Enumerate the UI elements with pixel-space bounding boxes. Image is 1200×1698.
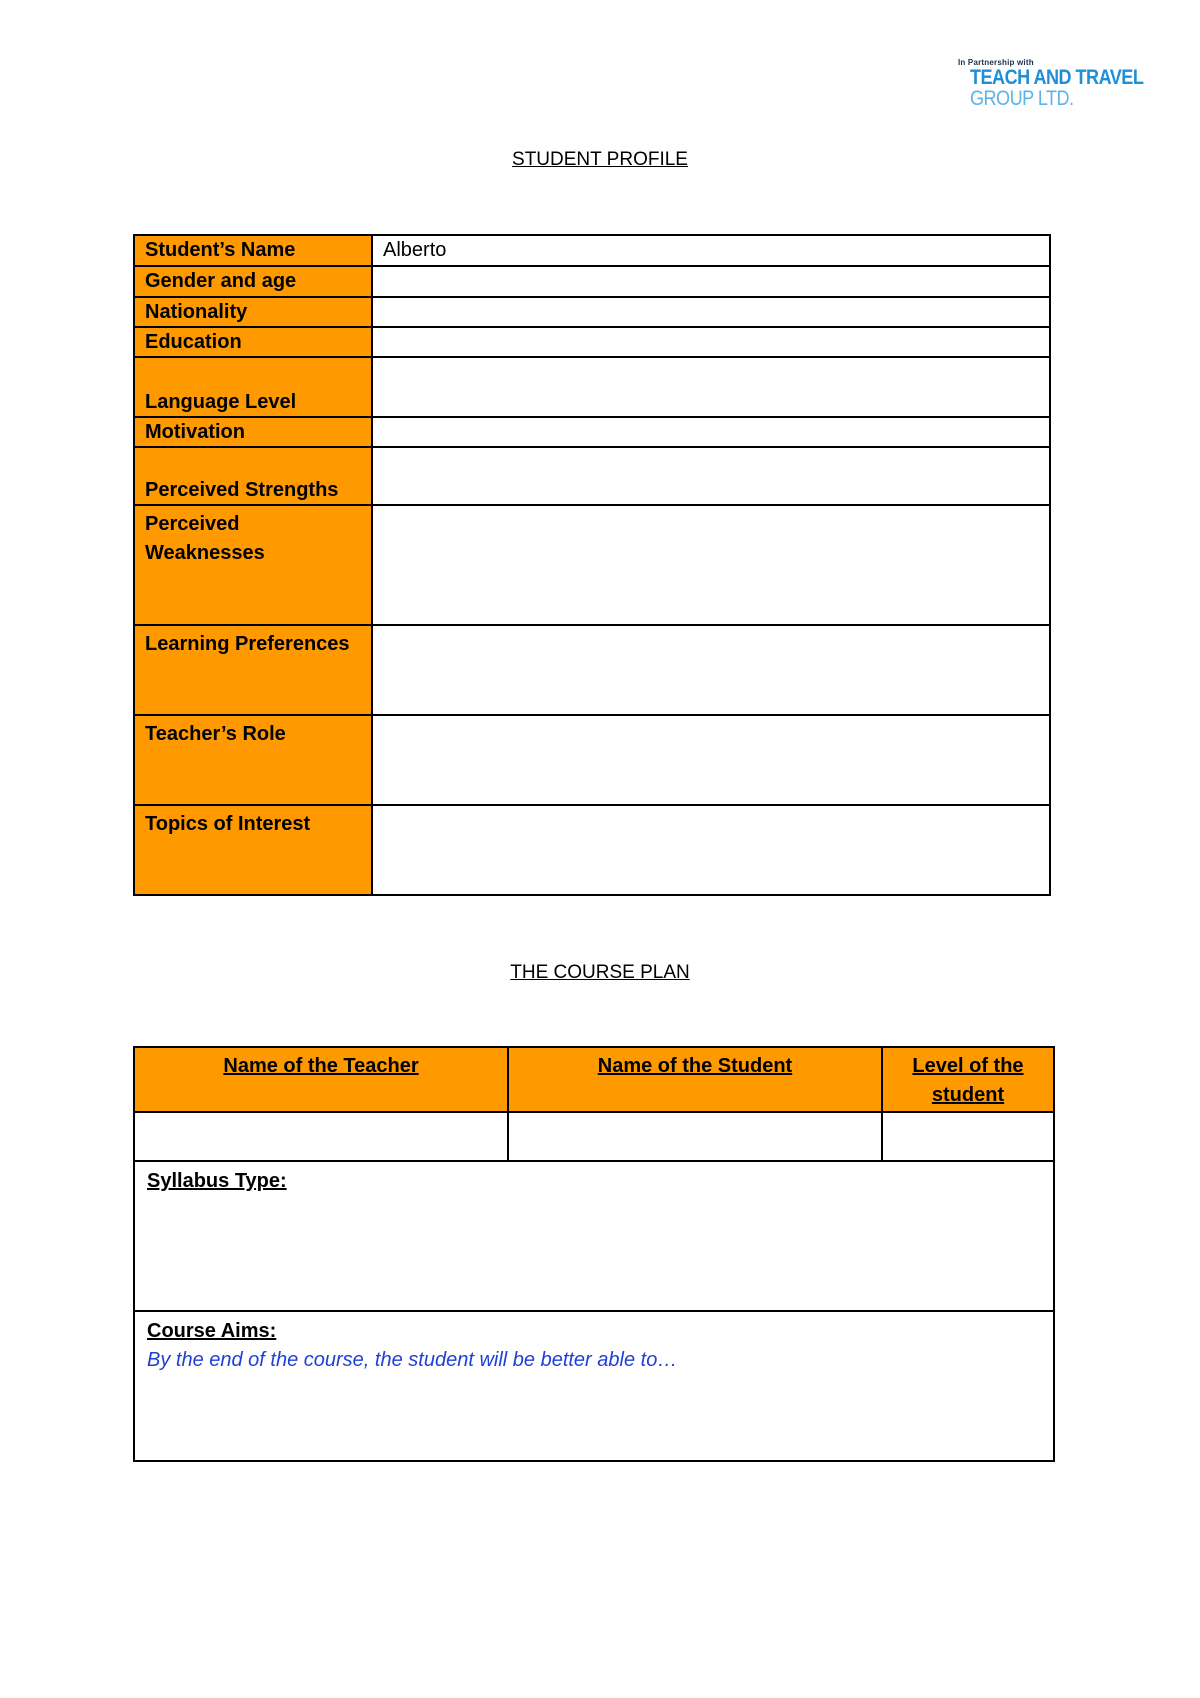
course-aims-cell[interactable] <box>134 1311 1054 1461</box>
profile-label: Learning Preferences <box>134 625 372 715</box>
teacher-name-cell[interactable] <box>134 1112 508 1161</box>
profile-value-teacher-role[interactable] <box>372 715 1050 805</box>
profile-row <box>134 417 1050 447</box>
student-level-header: Level of the student <box>882 1047 1054 1112</box>
course-plan-input-row <box>134 1112 1054 1161</box>
profile-value-nationality[interactable] <box>372 297 1050 327</box>
profile-row <box>134 447 1050 505</box>
student-name-cell[interactable] <box>508 1112 882 1161</box>
student-name-header: Name of the Student <box>508 1047 882 1112</box>
profile-label: Nationality <box>134 297 372 327</box>
logo-line-1: TEACH AND TRAVEL <box>970 66 1144 89</box>
profile-value-gender-age[interactable] <box>372 266 1050 297</box>
profile-row <box>134 297 1050 327</box>
student-profile-heading: STUDENT PROFILE <box>512 149 688 170</box>
profile-row <box>134 327 1050 357</box>
course-aims-row <box>134 1311 1054 1461</box>
profile-row <box>134 715 1050 805</box>
syllabus-row <box>134 1161 1054 1311</box>
profile-value-topics[interactable] <box>372 805 1050 895</box>
profile-value-learning-preferences[interactable] <box>372 625 1050 715</box>
profile-row <box>134 805 1050 895</box>
syllabus-type-cell[interactable] <box>134 1161 1054 1311</box>
course-plan-header-row <box>134 1047 1054 1112</box>
profile-row <box>134 505 1050 625</box>
company-logo <box>958 58 1144 110</box>
profile-value-motivation[interactable] <box>372 417 1050 447</box>
profile-label: Topics of Interest <box>134 805 372 895</box>
course-aims-text: By the end of the course, the student will be better able to… <box>147 1349 678 1371</box>
profile-row <box>134 357 1050 417</box>
teacher-name-header: Name of the Teacher <box>134 1047 508 1112</box>
profile-label: Student’s Name <box>134 235 372 266</box>
profile-label: Perceived Weaknesses <box>134 505 372 625</box>
student-level-cell[interactable] <box>882 1112 1054 1161</box>
course-plan-table <box>133 1046 1055 1462</box>
profile-label: Perceived Strengths <box>134 447 372 505</box>
profile-row <box>134 625 1050 715</box>
profile-value-language-level[interactable] <box>372 357 1050 417</box>
logo-line-2: GROUP LTD. <box>970 87 1074 110</box>
course-plan-heading: THE COURSE PLAN <box>510 962 690 983</box>
profile-value-weaknesses[interactable] <box>372 505 1050 625</box>
student-profile-table <box>133 234 1051 896</box>
profile-label: Motivation <box>134 417 372 447</box>
profile-value-strengths[interactable] <box>372 447 1050 505</box>
profile-label: Language Level <box>134 357 372 417</box>
profile-value-education[interactable] <box>372 327 1050 357</box>
course-aims-label: Course Aims: <box>147 1320 277 1342</box>
logo-tagline: In Partnership with <box>958 58 1034 67</box>
profile-value-name[interactable]: Alberto <box>372 235 1050 266</box>
profile-label: Education <box>134 327 372 357</box>
profile-label: Teacher’s Role <box>134 715 372 805</box>
profile-label: Gender and age <box>134 266 372 297</box>
profile-row <box>134 235 1050 266</box>
syllabus-type-label: Syllabus Type: <box>147 1170 287 1192</box>
profile-row <box>134 266 1050 297</box>
